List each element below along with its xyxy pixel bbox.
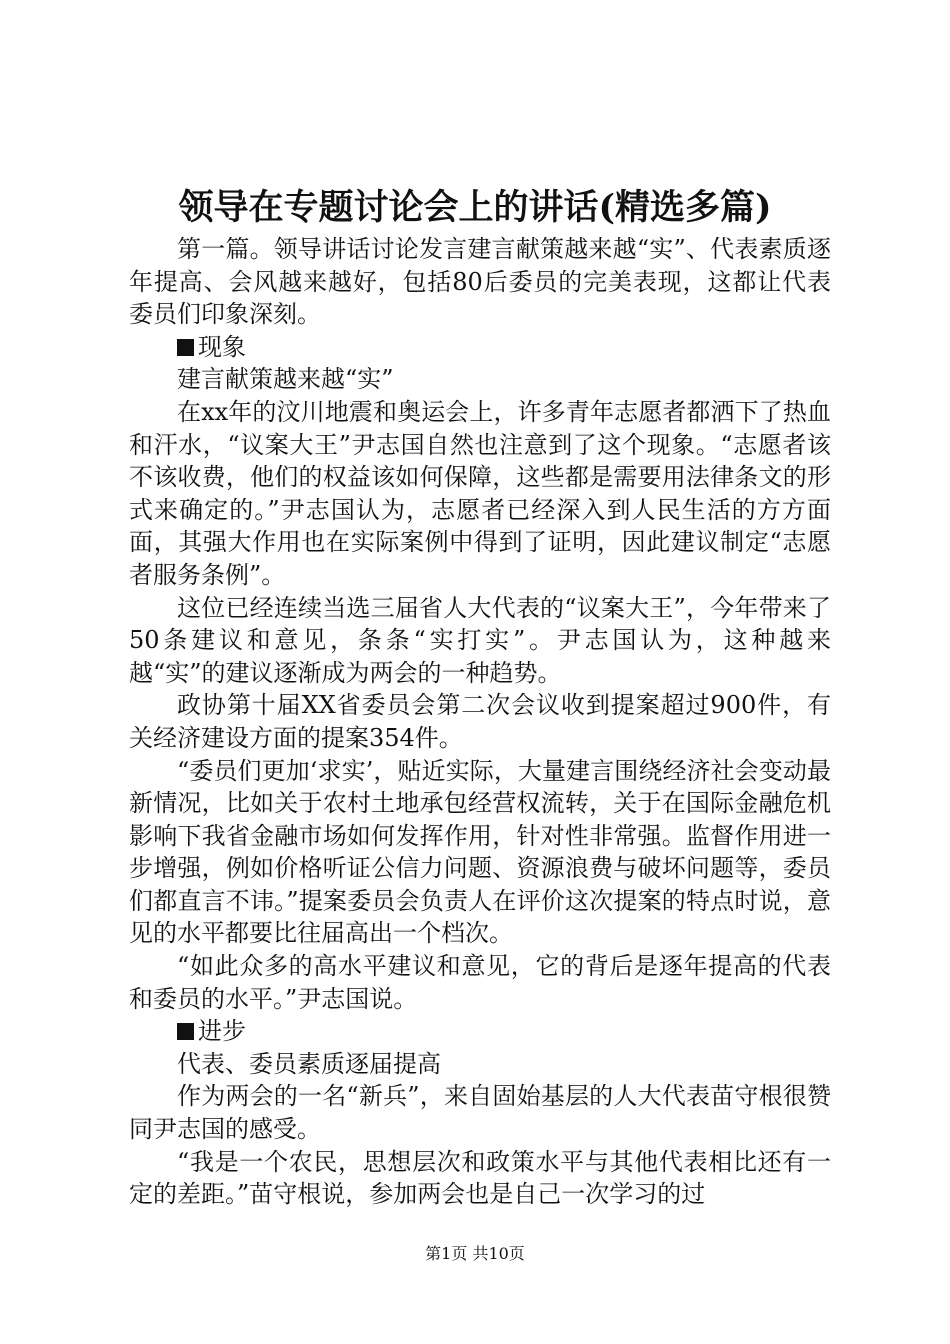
document-title: 领导在专题讨论会上的讲话(精选多篇) [178, 187, 772, 228]
black-square-icon [177, 1023, 194, 1040]
paragraph: 建言献策越来越“实” [177, 365, 394, 394]
paragraph: “委员们更加‘求实’，贴近实际，大量建言围绕经济社会变动最新情况，比如关于农村土地承包经营权流转，关于在国际金融危机影响下我省金融市场如何发挥作用，针对性非常强。监督作用进一步增强，例如价格听证公信力问题、资源浪费与破坏问题等，委员们都直言不讳。”提案委员会负责人在评价这次提案的特点时说，意见的水平都要比往届高出一个档次。 [129, 756, 831, 948]
document-body [129, 233, 831, 1211]
paragraph: 这位已经连续当选三届省人大代表的“议案大王”，今年带来了50条建议和意见，条条“实打实”。尹志国认为，这种越来越“实”的建议逐渐成为两会的一种趋势。 [129, 593, 831, 687]
section-heading-label: 现象 [198, 332, 246, 361]
paragraph: 第一篇。领导讲话讨论发言建言献策越来越“实”、代表素质逐年提高、会风越来越好，包括80后委员的完美表现，这都让代表委员们印象深刻。 [129, 235, 831, 329]
page-number-footer: 第1页 共10页 [425, 1244, 525, 1263]
section-heading [129, 1015, 831, 1048]
paragraph: 在xx年的汶川地震和奥运会上，许多青年志愿者都洒下了热血和汗水，“议案大王”尹志国自然也注意到了这个现象。“志愿者该不该收费，他们的权益该如何保障，这些都是需要用法律条文的形式来确定的。”尹志国认为，志愿者已经深入到人民生活的方方面面，其强大作用也在实际案例中得到了证明，因此建议制定“志愿者服务条例”。 [129, 397, 831, 589]
paragraph: 政协第十届XX省委员会第二次会议收到提案超过900件，有关经济建设方面的提案354件。 [129, 691, 831, 752]
section-heading [129, 331, 831, 364]
paragraph: “如此众多的高水平建议和意见，它的背后是逐年提高的代表和委员的水平。”尹志国说。 [129, 952, 831, 1013]
paragraph: “我是一个农民，思想层次和政策水平与其他代表相比还有一定的差距。”苗守根说，参加两会也是自己一次学习的过 [129, 1147, 831, 1209]
paragraph: 作为两会的一名“新兵”，来自固始基层的人大代表苗守根很赞同尹志国的感受。 [129, 1082, 831, 1144]
section-heading-label: 进步 [198, 1017, 246, 1046]
paragraph: 代表、委员素质逐届提高 [177, 1049, 441, 1078]
black-square-icon [177, 339, 194, 356]
